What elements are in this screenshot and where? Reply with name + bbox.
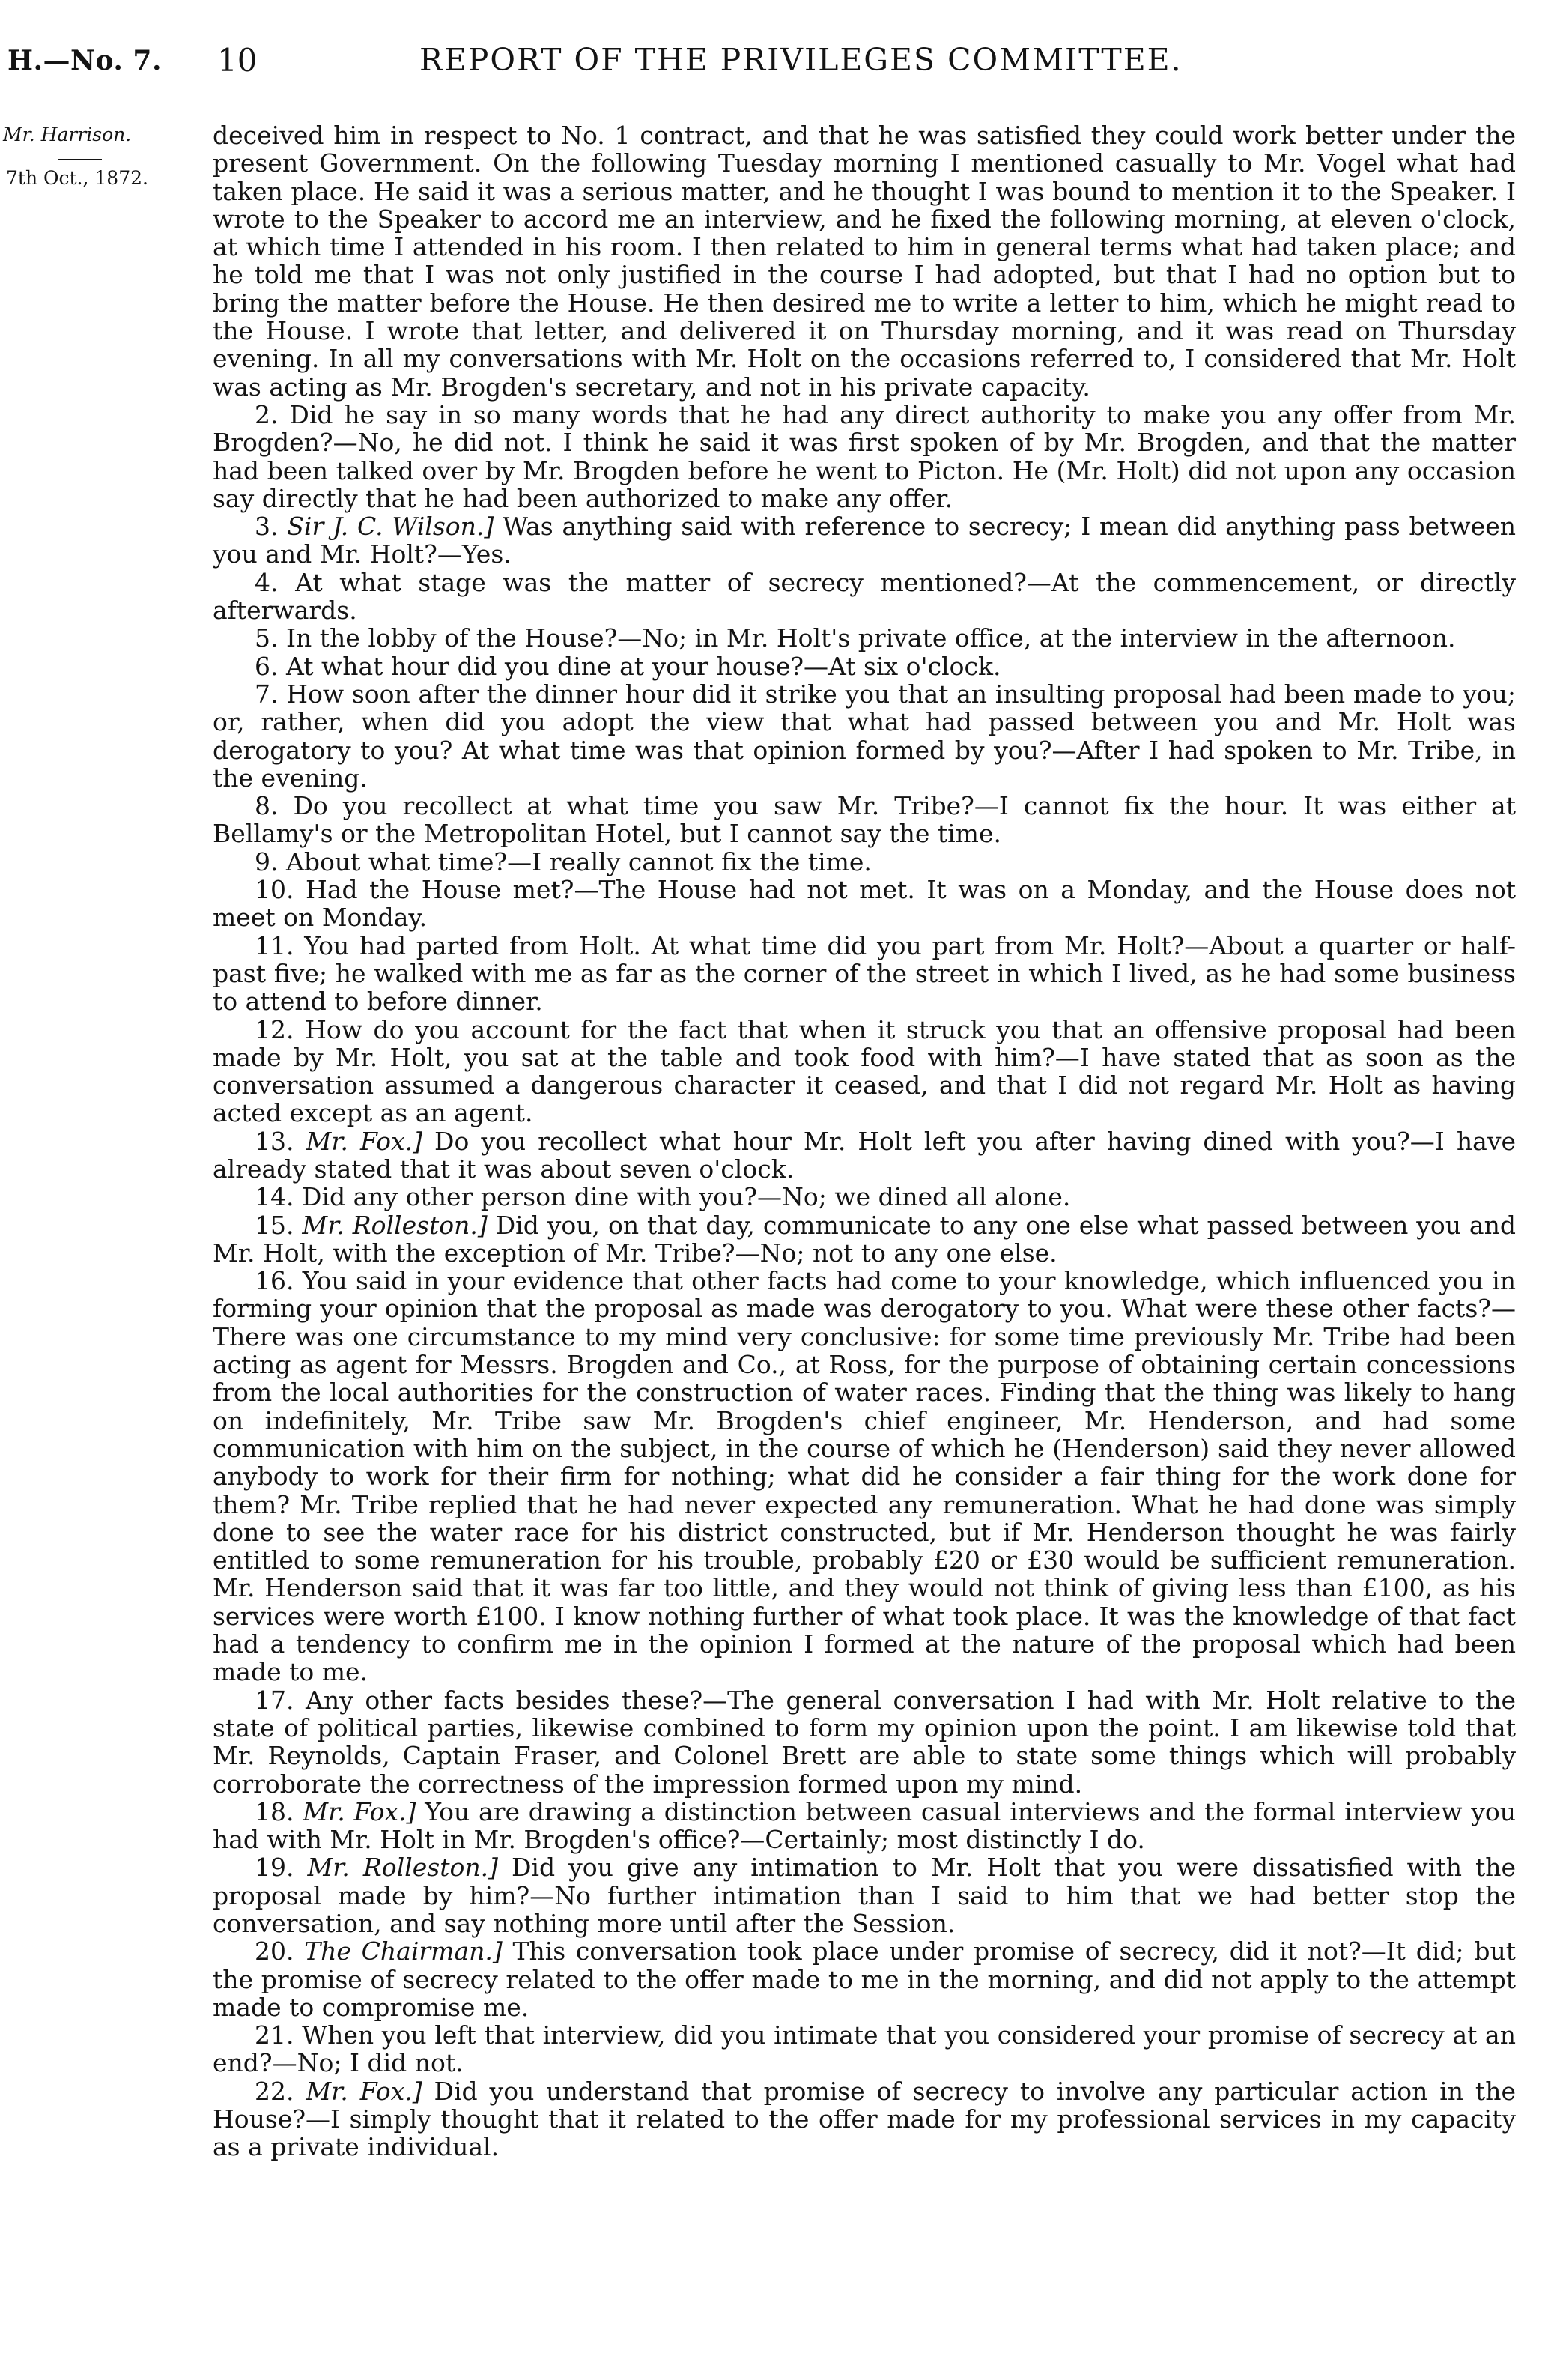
margin-note xyxy=(0,120,201,193)
question-number: 17. xyxy=(255,1685,294,1715)
question-number: 14. xyxy=(255,1182,294,1212)
speaker-name: Mr. Fox.] xyxy=(303,1796,416,1826)
page-header xyxy=(0,42,1566,90)
question-number: 5. xyxy=(255,623,279,653)
question-number: 3. xyxy=(255,512,279,542)
question-number: 16. xyxy=(255,1266,294,1296)
paragraph-text: deceived him in respect to No. 1 contract, and that he was satisfied they could work better under the present Government. On the following Tuesday morning I mentioned casually to Mr. Vogel what had taken place. He said it was a serious matter, and he thought I was bound to mention it to the Speaker. I wrote to the Speaker to accord me an interview, and he fixed the following morning, at eleven o'clock, at which time I attended in his room. I then related to him in general terms what had taken place; and he told me that I was not only justified in the course I had adopted, but that I had no option but to bring the matter before the House. He then desired me to write a letter to him, which he might read to the House. I wrote that letter, and delivered it on Thursday morning, and it was read on Thursday evening. In all my conversations with Mr. Holt on the occasions referred to, I considered that Mr. Holt was acting as Mr. Brogden's secretary, and not in his private capacity. xyxy=(213,121,1516,402)
question-11 xyxy=(213,932,1516,1016)
question-text: In the lobby of the House?—No; in Mr. Holt's private office, at the interview in the afternoon. xyxy=(286,623,1456,653)
question-18 xyxy=(213,1798,1516,1854)
question-6 xyxy=(213,652,1516,680)
paragraph-continued xyxy=(213,121,1516,401)
page-number: 10 xyxy=(217,42,258,79)
question-7 xyxy=(213,680,1516,792)
question-16 xyxy=(213,1267,1516,1686)
witness-name: Mr. Harrison. xyxy=(3,124,132,145)
question-number: 7. xyxy=(255,679,279,709)
question-14 xyxy=(213,1183,1516,1211)
question-21 xyxy=(213,2021,1516,2077)
question-text: How soon after the dinner hour did it strike you that an insulting proposal had been made to you; or, rather, when did you adopt the view that what had passed between you and Mr. Holt was derogatory to you? At what time was that opinion formed by you?—After I had spoken to Mr. Tribe, in the evening. xyxy=(213,679,1516,793)
question-number: 18. xyxy=(255,1796,294,1826)
question-3 xyxy=(213,512,1516,569)
question-number: 6. xyxy=(255,651,279,681)
question-17 xyxy=(213,1686,1516,1798)
question-text: Was anything said with reference to secrecy; I mean did anything pass between you and Mr. Holt?—Yes. xyxy=(213,512,1516,569)
question-number: 9. xyxy=(255,847,279,876)
question-number: 8. xyxy=(255,791,279,821)
question-19 xyxy=(213,1853,1516,1937)
question-number: 12. xyxy=(255,1014,294,1044)
question-number: 15. xyxy=(255,1210,294,1240)
question-number: 11. xyxy=(255,930,294,960)
question-text: At what stage was the matter of secrecy mentioned?—At the commencement, or directly afterwards. xyxy=(213,567,1516,626)
question-9 xyxy=(213,848,1516,876)
question-12 xyxy=(213,1016,1516,1127)
question-text: Did you give any intimation to Mr. Holt that you were dissatisfied with the proposal made by him?—No further intimation than I said to him that we had better stop the conversation, and say nothing more until after the Session. xyxy=(213,1853,1517,1938)
question-number: 4. xyxy=(255,567,279,597)
question-22 xyxy=(213,2077,1516,2161)
question-text: You said in your evidence that other facts had come to your knowledge, which influenced you in forming your opinion that the proposal as made was derogatory to you. What were these other facts?—There was one circumstance to my mind very conclusive: for some time previously Mr. Tribe had been acting as agent for Messrs. Brogden and Co., at Ross, for the purpose of obtaining certain concessions from the local authorities for the construction of water races. Finding that the thing was likely to hang on indefinitely, Mr. Tribe saw Mr. Brogden's chief engineer, Mr. Henderson, and had some communication with him on the subject, in the course of which he (Henderson) said they never allowed anybody to work for their firm for nothing; what did he consider a fair thing for the work done for them? Mr. Tribe replied that he had never expected any remuneration. What he had done was simply done to see the water race for his district constructed, but if Mr. Henderson thought he was fairly entitled to some remuneration for his trouble, probably £20 or £30 would be sufficient remuneration. Mr. Henderson said that it was far too little, and they would not think of giving less than £100, as his services were worth £100. I know nothing further of what took place. It was the knowledge of that fact had a tendency to confirm me in the opinion I formed at the nature of the proposal which had been made to me. xyxy=(213,1266,1516,1687)
speaker-name: Mr. Rolleston.] xyxy=(302,1210,488,1240)
speaker-name: Mr. Rolleston.] xyxy=(307,1853,498,1883)
running-title: REPORT OF THE PRIVILEGES COMMITTEE. xyxy=(419,42,1183,78)
question-text: How do you account for the fact that when it struck you that an offensive proposal had been made by Mr. Holt, you sat at the table and took food with him?—I have stated that as soon as the conversation assumed a dangerous character it ceased, and that I did not regard Mr. Holt as having acted except as an agent. xyxy=(213,1014,1516,1128)
evidence-date: 7th Oct., 1872. xyxy=(6,167,148,189)
question-number: 22. xyxy=(255,2076,294,2106)
question-number: 19. xyxy=(255,1853,294,1883)
question-text: Had the House met?—The House had not met. It was on a Monday, and the House does not meet on Monday. xyxy=(213,875,1516,933)
paper-reference: H.—No. 7. xyxy=(7,45,162,76)
question-4 xyxy=(213,569,1516,625)
question-20 xyxy=(213,1937,1516,2021)
question-number: 2. xyxy=(255,399,279,429)
margin-divider xyxy=(58,159,102,160)
question-number: 20. xyxy=(255,1937,294,1966)
question-8 xyxy=(213,792,1516,848)
question-text: Any other facts besides these?—The general conversation I had with Mr. Holt relative to the state of political parties, likewise combined to form my opinion upon the point. I am likewise told that Mr. Reynolds, Captain Fraser, and Colonel Brett are able to state some things which will probably corroborate the correctness of the impression formed upon my mind. xyxy=(213,1685,1516,1799)
question-number: 10. xyxy=(255,875,294,905)
evidence-text xyxy=(213,121,1516,2161)
question-number: 21. xyxy=(255,2020,294,2050)
question-text: You are drawing a distinction between casual interviews and the formal interview you had with Mr. Holt in Mr. Brogden's office?—Certainly; most distinctly I do. xyxy=(213,1796,1516,1855)
speaker-name: Mr. Fox.] xyxy=(306,2076,422,2106)
question-number: 13. xyxy=(255,1126,294,1156)
question-text: At what hour did you dine at your house?—At six o'clock. xyxy=(286,651,1001,681)
question-text: Did you, on that day, communicate to any one else what passed between you and Mr. Holt, with the exception of Mr. Tribe?—No; not to any one else. xyxy=(213,1210,1516,1268)
question-text: This conversation took place under promise of secrecy, did it not?—It did; but the promise of secrecy related to the offer made to me in the morning, and did not apply to the attempt made to compromise me. xyxy=(213,1937,1516,2022)
question-5 xyxy=(213,624,1516,652)
question-text: Did any other person dine with you?—No; we dined all alone. xyxy=(301,1182,1071,1212)
question-13 xyxy=(213,1127,1516,1184)
question-text: You had parted from Holt. At what time did you part from Mr. Holt?—About a quarter or half-past five; he walked with me as far as the corner of the street in which I lived, as he had some business to attend to before dinner. xyxy=(213,930,1516,1017)
question-10 xyxy=(213,876,1516,932)
question-text: When you left that interview, did you intimate that you considered your promise of secrecy at an end?—No; I did not. xyxy=(213,2020,1516,2078)
question-text: Do you recollect what hour Mr. Holt left you after having dined with you?—I have already stated that it was about seven o'clock. xyxy=(213,1126,1516,1184)
speaker-name: The Chairman.] xyxy=(304,1937,503,1966)
speaker-name: Sir J. C. Wilson.] xyxy=(287,512,494,542)
speaker-name: Mr. Fox.] xyxy=(306,1126,422,1156)
question-2 xyxy=(213,401,1516,512)
question-15 xyxy=(213,1211,1516,1268)
question-text: About what time?—I really cannot fix the time. xyxy=(286,847,872,876)
question-text: Do you recollect at what time you saw Mr. Tribe?—I cannot fix the hour. It was either at Bellamy's or the Metropolitan Hotel, but I cannot say the time. xyxy=(213,791,1516,849)
question-text: Did he say in so many words that he had any direct authority to make you any offer from Mr. Brogden?—No, he did not. I think he said it was first spoken of by Mr. Brogden, and that the matter had been talked over by Mr. Brogden before he went to Picton. He (Mr. Holt) did not upon any occasion say directly that he had been authorized to make any offer. xyxy=(213,399,1516,513)
question-text: Did you understand that promise of secrecy to involve any particular action in the House?—I simply thought that it related to the offer made for my professional services in my capacity as a private individual. xyxy=(213,2076,1516,2162)
